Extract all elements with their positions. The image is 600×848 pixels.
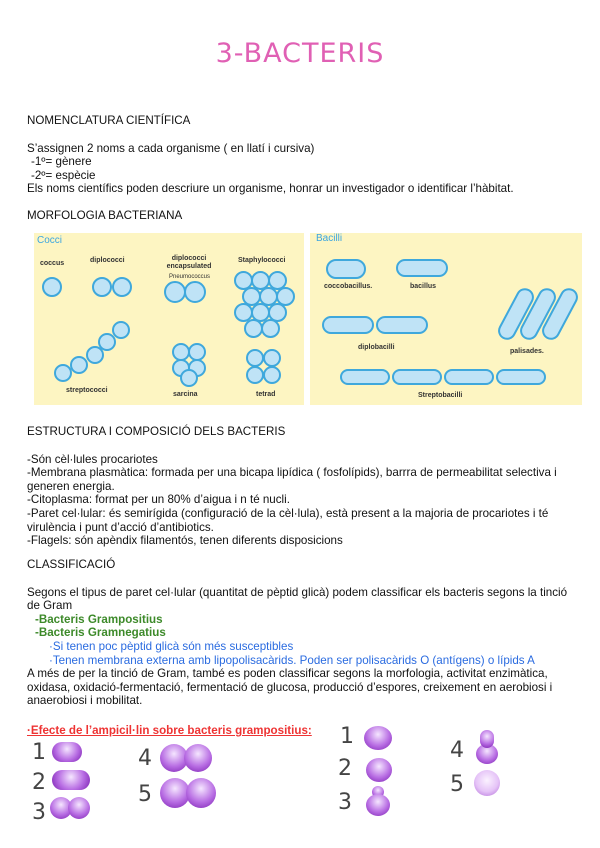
strepto-cell (112, 321, 130, 339)
text-line: A més de per la tinció de Gram, també es poden classificar segons la morfologia, activitat enzimàtica, oxidasa, oxidació-fermentació, fermentació de glucosa, producció d’espores, creixement en aerobiosi i anaerobiosi i mobilitat. (27, 667, 553, 708)
staph-cell (261, 319, 280, 338)
text-line: S’assignen 2 noms a cada organisme ( en llatí i cursiva) (27, 141, 315, 155)
label-palisades: palisades. (510, 348, 544, 355)
nomenclature-heading: NOMENCLATURA CIENTÍFICA (27, 114, 191, 127)
bacterium-cell (52, 742, 82, 762)
tetrad-cell (263, 366, 281, 384)
ampicillin-title: ·Efecte de l’ampicil·lin sobre bacteris grampositius: (27, 724, 312, 737)
step-number: 5 (138, 782, 152, 807)
structure-heading: ESTRUCTURA I COMPOSICIÓ DELS BACTERIS (27, 425, 286, 438)
text-line: -Citoplasma: format per un 80% d’aigua i n té nucli. (27, 493, 290, 507)
text-line: -1º= gènere (31, 155, 92, 169)
step-number: 2 (338, 756, 352, 781)
step-number: 4 (450, 738, 464, 763)
tetrad-cell (246, 349, 264, 367)
step-number: 3 (338, 790, 352, 815)
step-number: 1 (340, 724, 354, 749)
text-line: -Flagels: són apèndix filamentós, tenen diferents disposicions (27, 534, 343, 548)
bacterium-cell (366, 758, 392, 782)
nomenclature-section (27, 114, 582, 196)
label-tetrad: tetrad (256, 391, 276, 398)
ampicillin-heading (27, 724, 582, 738)
text-line: -Paret cel·lular: és semirígida (configuració de la cèl·lula), està present a la majoria de procariotes i té virulència i punt d’acció d’antibiotics. (27, 506, 549, 534)
strepto-cell (86, 346, 104, 364)
classification-heading: CLASSIFICACIÓ (27, 558, 116, 571)
structure-section (27, 425, 582, 548)
label-pneumococcus: Pneumococcus (169, 274, 211, 280)
bacterium-cell (186, 778, 216, 808)
step-number: 5 (450, 772, 464, 797)
label-sarcina: sarcina (173, 391, 198, 398)
text-line: -Membrana plasmàtica: formada per una bicapa lipídica ( fosfolípids), barrra de permeabilitat selectiva i generen energia. (27, 466, 557, 493)
bacterium-cell (52, 770, 90, 790)
bacillus-cell (396, 259, 448, 277)
tetrad-cell (246, 366, 264, 384)
page-title: 3-BACTERIS (215, 38, 385, 69)
bacterium-cell (480, 730, 494, 748)
morphology-heading: MORFOLOGIA BACTERIANA (27, 209, 183, 222)
label-streptobacilli: Streptobacilli (418, 392, 463, 399)
bacterium-cell (364, 726, 392, 750)
text-line: Els noms científics poden descriure un organisme, honrar un investigador o identificar l’hàbitat. (27, 182, 514, 196)
label-bacillus: bacillus (410, 283, 437, 290)
bacterium-cell (366, 794, 390, 816)
encapsulated-cell (164, 281, 186, 303)
text-line: -2º= espècie (31, 168, 96, 182)
text-line: Segons el tipus de paret cel·lular (quantitat de pèptid glicà) podem classificar els bacteris segons la tinció de Gram (27, 585, 568, 613)
label-coccus: coccus (40, 260, 65, 267)
gram-negative-label: -Bacteris Gramnegatius (35, 626, 166, 640)
label-streptococci: streptococci (66, 387, 108, 394)
diplobacillus-cell (322, 316, 374, 334)
spheroplast-cell (474, 770, 500, 796)
streptobacillus-cell (496, 369, 546, 385)
label-diplococci: diplococci (90, 257, 125, 264)
label-staphylococci: Staphylococci (238, 257, 286, 264)
label-coccobacillus: coccobacillus. (324, 283, 373, 290)
strepto-cell (54, 364, 72, 382)
coccobacillus-cell (326, 259, 366, 279)
sarcina-cell (180, 369, 198, 387)
tetrad-cell (263, 349, 281, 367)
gram-positive-label: -Bacteris Grampositius (35, 612, 163, 626)
encapsulated-cell (184, 281, 206, 303)
label-diplococci-encapsulated: diplococci encapsulated (166, 255, 212, 270)
step-number: 1 (32, 740, 46, 765)
coccus-cell (42, 277, 62, 297)
diplococcus-cell (92, 277, 112, 297)
diplococcus-cell (112, 277, 132, 297)
bacterium-cell (184, 744, 212, 772)
bacilli-figure (310, 233, 582, 405)
streptobacillus-cell (392, 369, 442, 385)
streptobacillus-cell (444, 369, 494, 385)
gram-negative-note: ·Tenen membrana externa amb lipopolisacàrids. Poden ser polisacàrids O (antígens) o lípids A (49, 653, 535, 667)
gram-positive-note: ·Si tenen poc pèptid glicà són més susceptibles (49, 639, 294, 653)
bacilli-title: Bacilli (316, 233, 343, 244)
classification-section (27, 558, 582, 708)
bacterium-cell (68, 797, 90, 819)
step-number: 3 (32, 800, 46, 825)
label-diplobacilli: diplobacilli (358, 344, 395, 351)
cocci-title: Cocci (37, 235, 63, 246)
streptobacillus-cell (340, 369, 390, 385)
cocci-figure (34, 233, 304, 405)
text-line: -Són cèl·lules procariotes (27, 452, 158, 466)
step-number: 2 (32, 770, 46, 795)
strepto-cell (70, 356, 88, 374)
diplobacillus-cell (376, 316, 428, 334)
step-number: 4 (138, 746, 152, 771)
